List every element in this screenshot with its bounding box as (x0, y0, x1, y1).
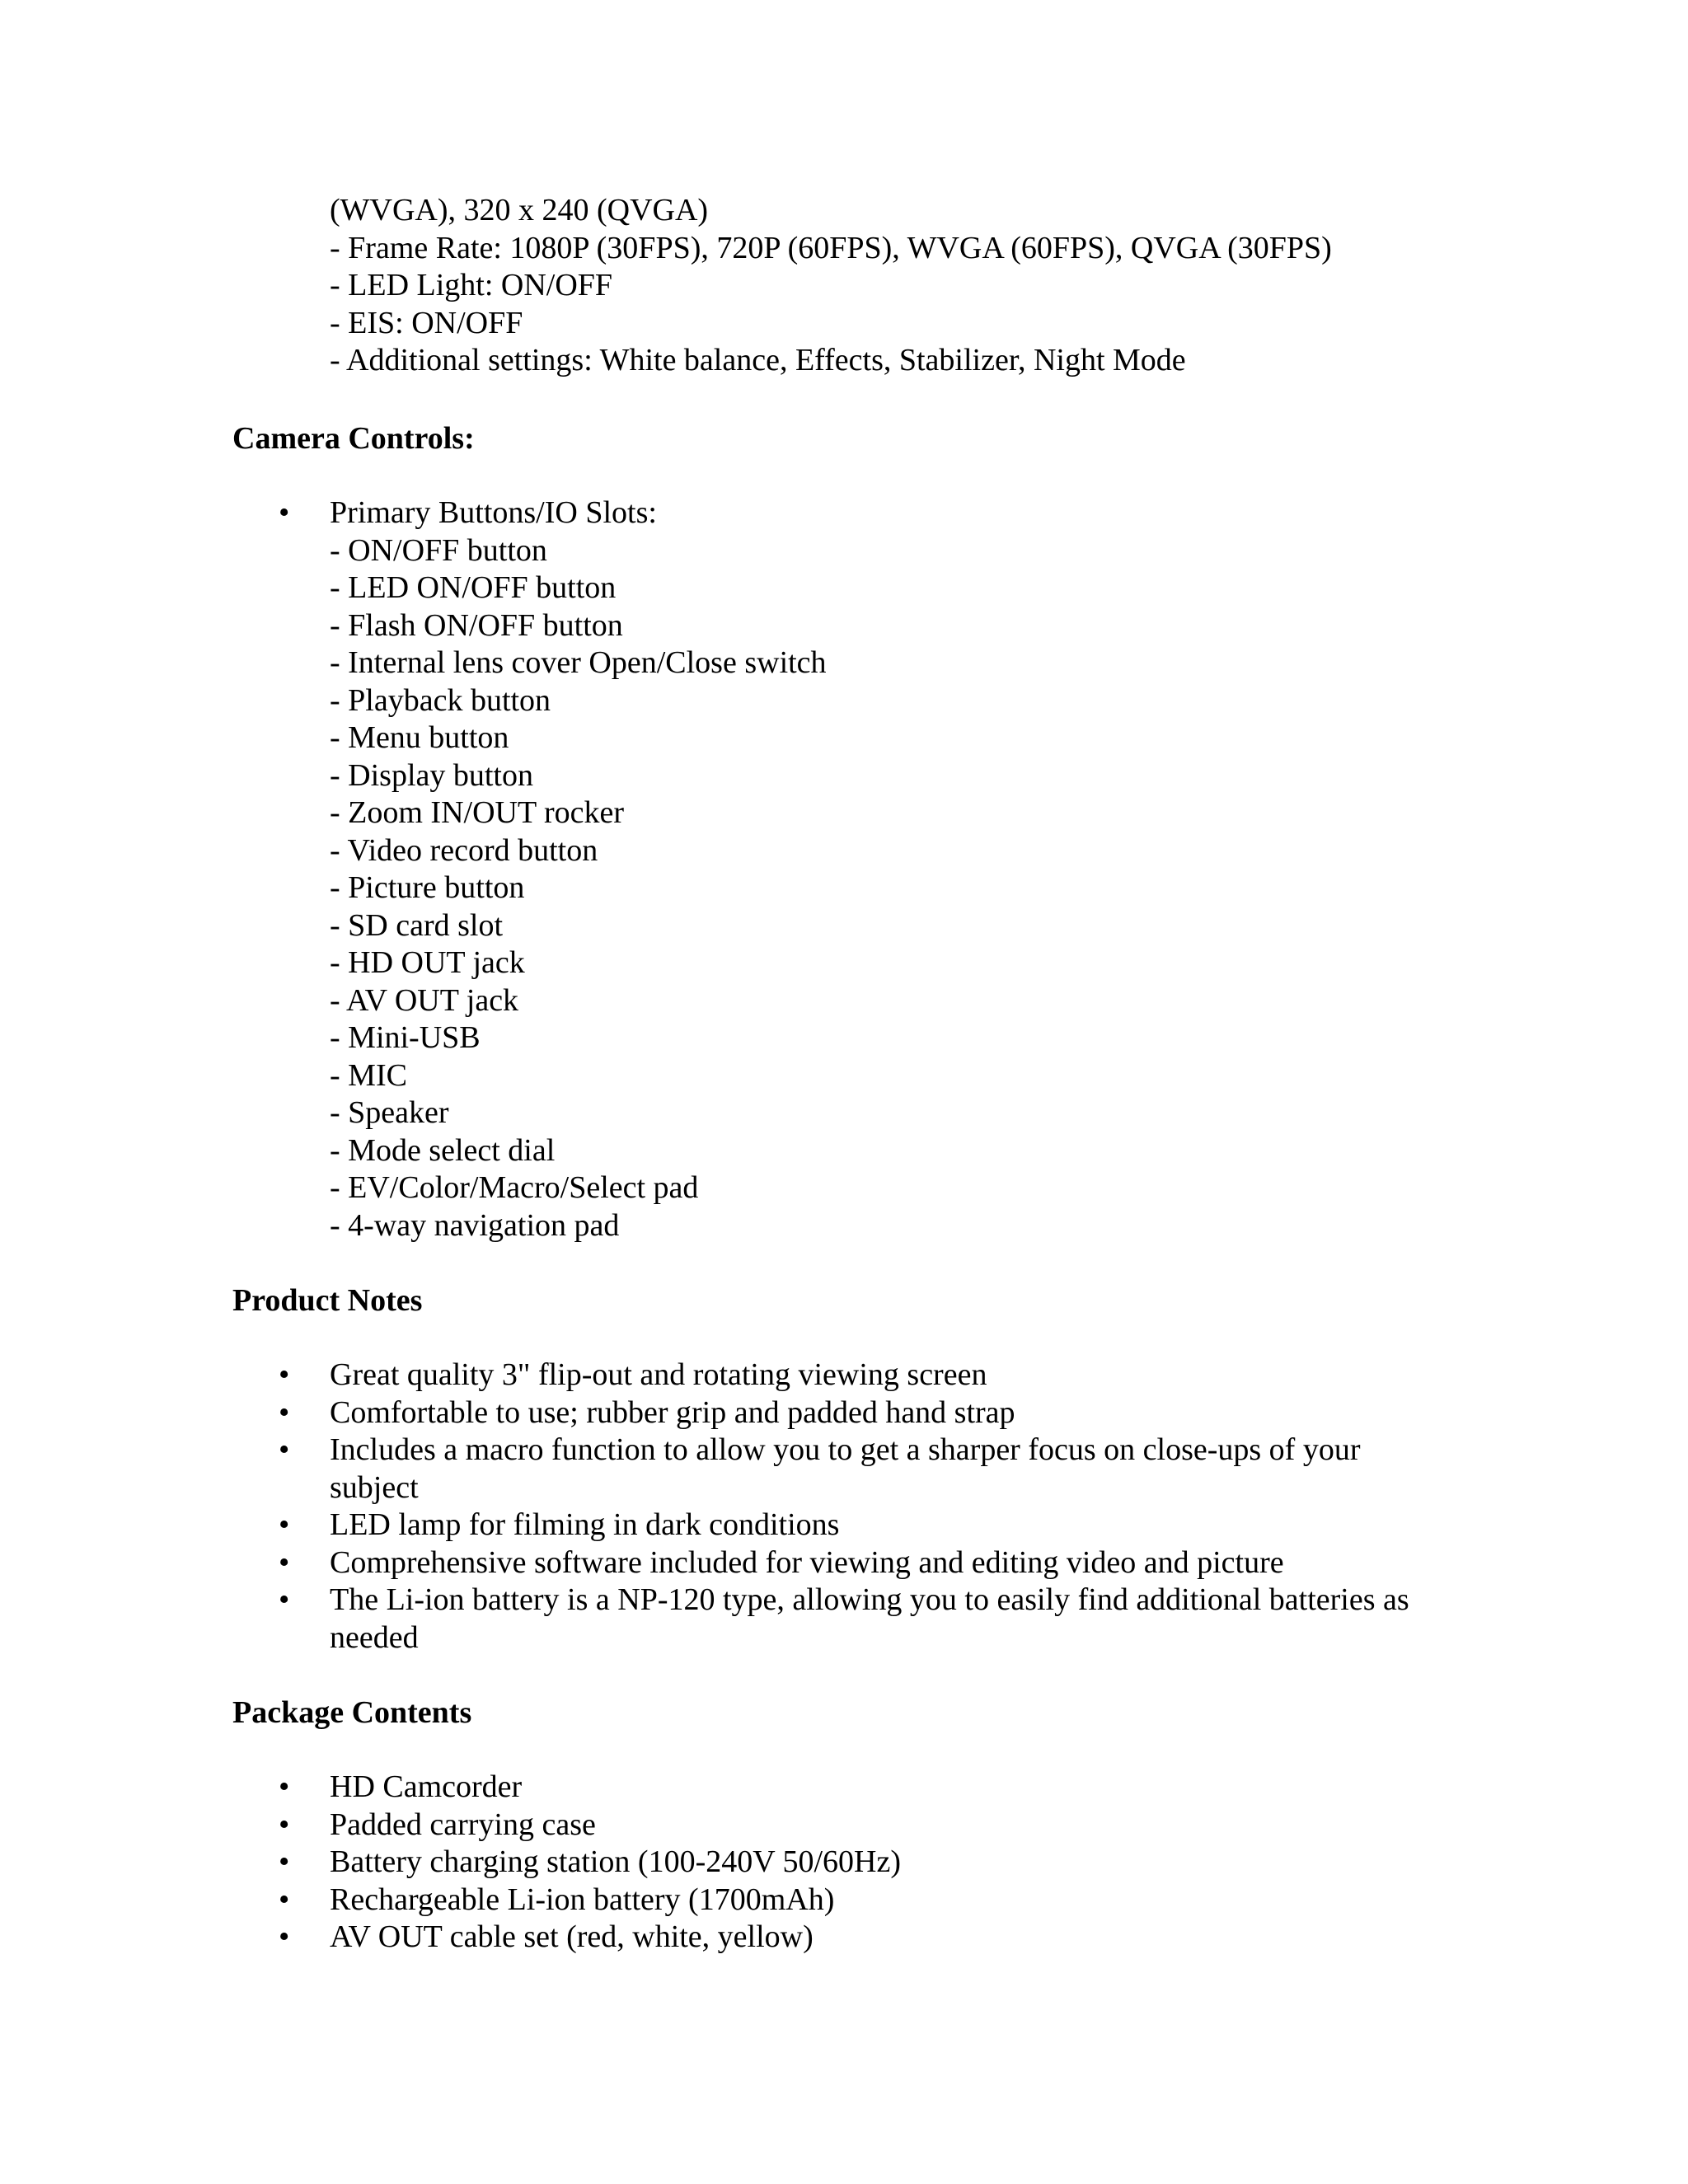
sub-item: - Playback button (330, 682, 551, 718)
bullet-icon: • (279, 1357, 290, 1392)
list-item (0, 1394, 1434, 1432)
list-item (0, 1919, 1434, 1957)
camera-controls-heading: Camera Controls: (232, 421, 475, 456)
camera-controls-list (0, 494, 1688, 1244)
sub-item: - Video record button (330, 832, 598, 868)
list-line: (WVGA), 320 x 240 (QVGA) (330, 193, 709, 227)
list-item (0, 1432, 1434, 1507)
camera-controls-section (0, 494, 1688, 1244)
product-notes-heading: Product Notes (232, 1283, 423, 1318)
list-item (0, 1807, 1434, 1844)
package-item-text: AV OUT cable set (red, white, yellow) (330, 1919, 814, 1954)
sub-item: - Flash ON/OFF button (330, 607, 623, 643)
note-text: Comfortable to use; rubber grip and padded hand strap (330, 1394, 1015, 1430)
list-item (0, 1507, 1434, 1544)
sub-item: - MIC (330, 1057, 407, 1093)
list-line: - Additional settings: White balance, Effects, Stabilizer, Night Mode (330, 343, 1186, 377)
sub-item: - Mini-USB (330, 1020, 481, 1055)
list-item (0, 1844, 1434, 1882)
sub-item: - EV/Color/Macro/Select pad (330, 1170, 699, 1205)
list-item (0, 1582, 1434, 1657)
sub-item: - Mode select dial (330, 1132, 556, 1168)
note-text: The Li-ion battery is a NP-120 type, allowing you to easily find additional batteries as needed (330, 1582, 1409, 1655)
sub-item: - Picture button (330, 870, 525, 905)
sub-item: - LED ON/OFF button (330, 570, 617, 605)
bullet-icon: • (279, 1882, 290, 1917)
note-text: Includes a macro function to allow you to get a sharper focus on close-ups of your subject (330, 1432, 1361, 1505)
bullet-icon: • (279, 1582, 290, 1617)
package-contents-list (0, 1769, 1688, 1957)
sub-item: - Menu button (330, 720, 509, 755)
bullet-icon: • (279, 1544, 290, 1580)
package-item-text: Rechargeable Li-ion battery (1700mAh) (330, 1882, 835, 1917)
bullet-icon: • (279, 1844, 290, 1879)
list-item (0, 1882, 1434, 1919)
bullet-icon: • (279, 1394, 290, 1430)
package-item-text: Battery charging station (100-240V 50/60Hz) (330, 1844, 902, 1879)
package-contents-section (0, 1769, 1688, 1957)
note-text: Comprehensive software included for viewing and editing video and picture (330, 1544, 1284, 1580)
bullet-icon: • (279, 495, 290, 530)
bullet-icon: • (279, 1432, 290, 1467)
sub-item: - AV OUT jack (330, 982, 519, 1018)
sub-item: - Speaker (330, 1095, 449, 1130)
settings-continuation-list (0, 192, 1688, 380)
bullet-icon: • (279, 1919, 290, 1954)
list-line: - EIS: ON/OFF (330, 305, 523, 340)
primary-buttons-title: Primary Buttons/IO Slots: (330, 495, 657, 530)
bullet-icon: • (279, 1769, 290, 1804)
note-text: Great quality 3" flip-out and rotating viewing screen (330, 1357, 987, 1392)
list-item (0, 1544, 1434, 1582)
list-line: - Frame Rate: 1080P (30FPS), 720P (60FPS), WVGA (60FPS), QVGA (30FPS) (330, 230, 1332, 265)
sub-item: - ON/OFF button (330, 532, 547, 568)
package-item-text: Padded carrying case (330, 1807, 596, 1842)
sub-item: - SD card slot (330, 907, 504, 943)
note-text: LED lamp for filming in dark conditions (330, 1507, 840, 1542)
sub-item: - Zoom IN/OUT rocker (330, 795, 625, 830)
list-item (0, 1357, 1434, 1394)
list-item (0, 494, 1434, 1244)
sub-item: - HD OUT jack (330, 945, 525, 980)
product-notes-list (0, 1357, 1688, 1657)
bullet-icon: • (279, 1807, 290, 1842)
package-contents-heading: Package Contents (232, 1695, 472, 1730)
list-line: - LED Light: ON/OFF (330, 268, 613, 302)
package-item-text: HD Camcorder (330, 1769, 523, 1804)
bullet-icon: • (279, 1507, 290, 1542)
sub-item: - Internal lens cover Open/Close switch (330, 645, 827, 680)
list-item (0, 1769, 1434, 1807)
sub-item: - 4-way navigation pad (330, 1207, 620, 1243)
sub-item: - Display button (330, 757, 533, 793)
product-notes-section (0, 1357, 1688, 1657)
